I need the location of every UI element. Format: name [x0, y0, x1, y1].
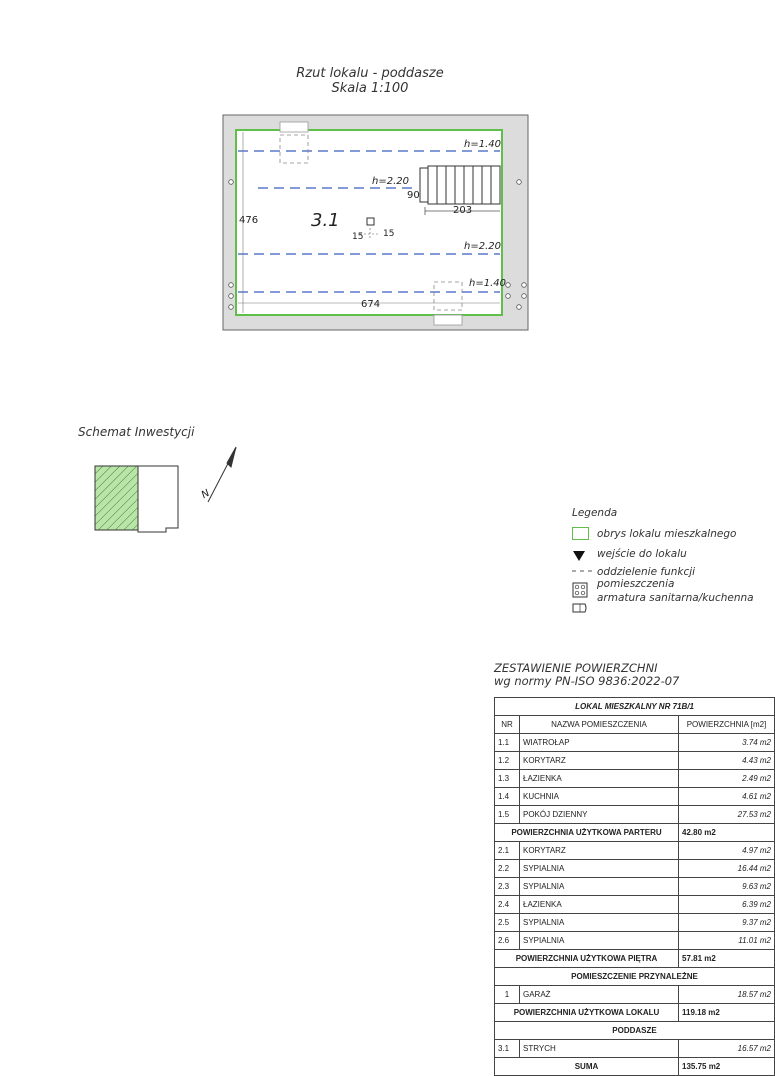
table-row: 1.2 KORYTARZ 4.43 m2 — [495, 752, 775, 770]
plan-scale: Skala 1:100 — [331, 81, 409, 96]
summary-norm: wg normy PN-ISO 9836:2022-07 — [494, 674, 680, 688]
legend-item-sanitary: armatura sanitarna/kuchenna — [597, 592, 754, 604]
investment-schema — [95, 466, 178, 532]
attic-title-row: PODDASZE — [495, 1022, 775, 1040]
table-row: 1.5 POKÓJ DZIENNY 27.53 m2 — [495, 806, 775, 824]
legend-item-entrance: wejście do lokalu — [597, 548, 687, 560]
entrance-triangle-icon — [572, 550, 586, 562]
room-label: 3.1 — [311, 210, 340, 231]
dim-small-a: 15 — [352, 232, 364, 242]
dim-stair-length: 203 — [453, 205, 473, 216]
dim-small-b: 15 — [383, 229, 395, 239]
legend-item-outline: obrys lokalu mieszkalnego — [597, 528, 737, 540]
table-title: LOKAL MIESZKALNY NR 71B/1 — [495, 698, 775, 716]
aux-title-row: POMIESZCZENIE PRZYNALEŻNE — [495, 968, 775, 986]
dim-height: 476 — [239, 215, 259, 226]
table-row: 3.1 STRYCH 16.57 m2 — [495, 1040, 775, 1058]
summary-title-line1: ZESTAWIENIE POWIERZCHNI — [494, 661, 658, 675]
height-label-4: h=1.40 — [469, 278, 506, 289]
table-row: 1.1 WIATROŁAP 3.74 m2 — [495, 734, 775, 752]
dashed-line-icon — [572, 566, 592, 576]
header-area: POWIERZCHNIA [m2] — [679, 716, 775, 734]
table-row: 1.3 ŁAZIENKA 2.49 m2 — [495, 770, 775, 788]
schema-title: Schemat Inwestycji — [78, 425, 195, 439]
north-arrow-icon — [208, 447, 236, 502]
sanitary-fixture-icon — [572, 582, 588, 616]
height-label-3: h=2.20 — [464, 241, 501, 252]
table-row: 2.6 SYPIALNIA 11.01 m2 — [495, 932, 775, 950]
header-name: NAZWA POMIESZCZENIA — [520, 716, 679, 734]
table-row: 1 GARAŻ 18.57 m2 — [495, 986, 775, 1004]
height-label-2: h=2.20 — [372, 176, 409, 187]
summary-title — [494, 662, 679, 688]
chimney — [367, 218, 374, 225]
table-row: 1.4 KUCHNIA 4.61 m2 — [495, 788, 775, 806]
floor-total-row: POWIERZCHNIA UŻYTKOWA PIĘTRA 57.81 m2 — [495, 950, 775, 968]
ground-total-row: POWIERZCHNIA UŻYTKOWA PARTERU 42.80 m2 — [495, 824, 775, 842]
legend-item-divider: oddzielenie funkcji pomieszczenia — [597, 566, 696, 590]
header-nr: NR — [495, 716, 520, 734]
stairs — [420, 166, 500, 204]
legend-outline-swatch — [572, 527, 589, 540]
table-row: 2.5 SYPIALNIA 9.37 m2 — [495, 914, 775, 932]
dim-width: 674 — [361, 299, 381, 310]
legend-title: Legenda — [572, 507, 618, 519]
north-label: N — [199, 487, 212, 502]
table-row: 2.2 SYPIALNIA 16.44 m2 — [495, 860, 775, 878]
dim-stair-width: 90 — [407, 190, 420, 201]
sum-row: SUMA 135.75 m2 — [495, 1058, 775, 1076]
table-row: 2.3 SYPIALNIA 9.63 m2 — [495, 878, 775, 896]
area-table — [494, 697, 775, 1076]
plan-title-line1: Rzut lokalu - poddasze — [296, 66, 444, 81]
unit-total-row: POWIERZCHNIA UŻYTKOWA LOKALU 119.18 m2 — [495, 1004, 775, 1022]
table-row: 2.4 ŁAZIENKA 6.39 m2 — [495, 896, 775, 914]
height-label-1: h=1.40 — [464, 139, 501, 150]
table-row: 2.1 KORYTARZ 4.97 m2 — [495, 842, 775, 860]
